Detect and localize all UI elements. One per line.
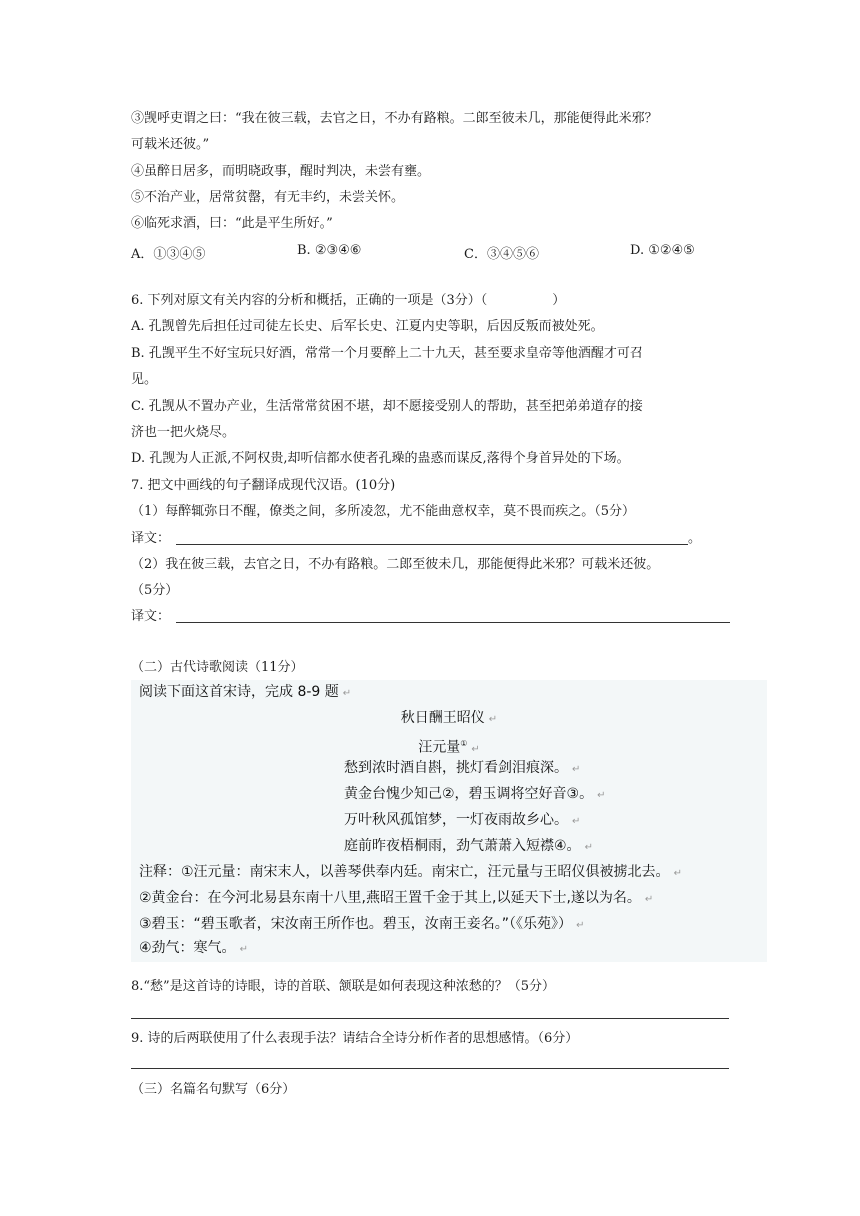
q6-option-d: D. 孔觊为人正派,不阿权贵,却听信都水使者孔璪的蛊惑而谋反,落得个身首异处的下场。 — [131, 451, 630, 466]
list-item-4: ④虽醉日居多，而明晓政事，醒时判决，未尝有壅。 — [131, 164, 431, 179]
poem-author: 汪元量①↵ — [418, 739, 480, 756]
q6-option-b-cont: 见。 — [131, 372, 158, 387]
q6-option-c: C. 孔觊从不置办产业，生活常常贫困不堪，却不愿接受别人的帮助，甚至把弟弟道存的接 — [131, 399, 643, 414]
poem-note-3: ③碧玉：“碧玉歌者，宋汝南王所作也。碧玉，汝南王妾名。”（《乐苑》） ↵ — [139, 916, 585, 932]
option-a: A．①③④⑤ — [131, 247, 206, 262]
answer-line-1-end: 。 — [688, 531, 702, 546]
poem-line-1: 愁到浓时酒自斟，挑灯看剑泪痕深。 ↵ — [344, 760, 581, 776]
q8-answer-line[interactable] — [131, 1018, 729, 1019]
poem-intro: 阅读下面这首宋诗，完成 8-9 题 ↵ — [139, 684, 352, 700]
section-3-heading: （三）名篇名句默写（6分） — [131, 1082, 296, 1097]
poem-note-4: ④劲气：寒气。 ↵ — [139, 940, 248, 956]
q7-answer-label-1: 译文： — [131, 531, 171, 546]
q7-stem: 7. 把文中画线的句子翻译成现代汉语。(10分) — [131, 478, 396, 493]
answer-line-2[interactable] — [176, 622, 730, 623]
q7-sentence-2: （2）我在彼三载，去官之日，不办有路粮。二郎至彼未几，那能便得此米邪？可载米还彼。 — [131, 557, 660, 572]
q8-stem: 8.“愁”是这首诗的诗眼，诗的首联、颔联是如何表现这种浓愁的？（5分） — [131, 979, 555, 994]
poem-note-1: 注释：①汪元量：南宋末人，以善琴供奉内廷。南宋亡，汪元量与王昭仪俱被掳北去。 ↵ — [139, 864, 682, 880]
poem-title: 秋日酬王昭仪 ↵ — [400, 710, 498, 726]
poem-excerpt-image — [131, 680, 767, 962]
q6-stem: 6. 下列对原文有关内容的分析和概括，正确的一项是（3分）（ ） — [131, 293, 566, 308]
q7-answer-label-2: 译文： — [131, 609, 171, 624]
option-c: C．③④⑤⑥ — [464, 247, 539, 262]
poem-line-2: 黄金台愧少知己②，碧玉调将空好音③。 ↵ — [344, 786, 606, 802]
poem-line-3: 万叶秋风孤馆梦，一灯夜雨故乡心。 ↵ — [344, 812, 581, 828]
q7-sentence-1: （1）每醉辄弥日不醒，僚类之间，多所凌忽，尤不能曲意权幸，莫不畏而疾之。（5分） — [131, 504, 636, 519]
q7-sentence-2-score: （5分） — [131, 583, 179, 598]
poem-line-4: 庭前昨夜梧桐雨，劲气萧萧入短襟④。 ↵ — [344, 838, 593, 854]
list-item-5: ⑤不治产业，居常贫罄，有无丰约，未尝关怀。 — [131, 190, 405, 205]
list-item-6: ⑥临死求酒，曰：“此是平生所好。” — [131, 216, 333, 231]
q6-option-a: A. 孔觊曾先后担任过司徒左长史、后军长史、江夏内史等职，后因反叛而被处死。 — [131, 319, 604, 334]
option-b: B. ②③④⑥ — [297, 243, 362, 258]
list-item-3-cont: 可载米还彼。” — [131, 137, 210, 152]
answer-line-1[interactable] — [176, 544, 688, 545]
list-item-3: ③觊呼吏谓之曰：“我在彼三载，去官之日，不办有路粮。二郎至彼未几，那能便得此米邪？ — [131, 111, 658, 126]
option-d: D. ①②④⑤ — [630, 243, 695, 258]
q9-stem: 9. 诗的后两联使用了什么表现手法？请结合全诗分析作者的思想感情。（6分） — [131, 1031, 579, 1046]
q5-options — [131, 243, 731, 261]
poem-note-2: ②黄金台：在今河北易县东南十八里,燕昭王置千金于其上,以延天下士,遂以为名。 ↵ — [139, 890, 654, 906]
q9-answer-line[interactable] — [131, 1068, 729, 1069]
section-2-heading: （二）古代诗歌阅读（11分） — [131, 660, 304, 675]
q6-option-c-cont: 济也一把火烧尽。 — [131, 425, 236, 440]
q6-option-b: B. 孔觊平生不好宝玩只好酒，常常一个月要醉上二十九天，甚至要求皇帝等他酒醒才可召 — [131, 346, 643, 361]
